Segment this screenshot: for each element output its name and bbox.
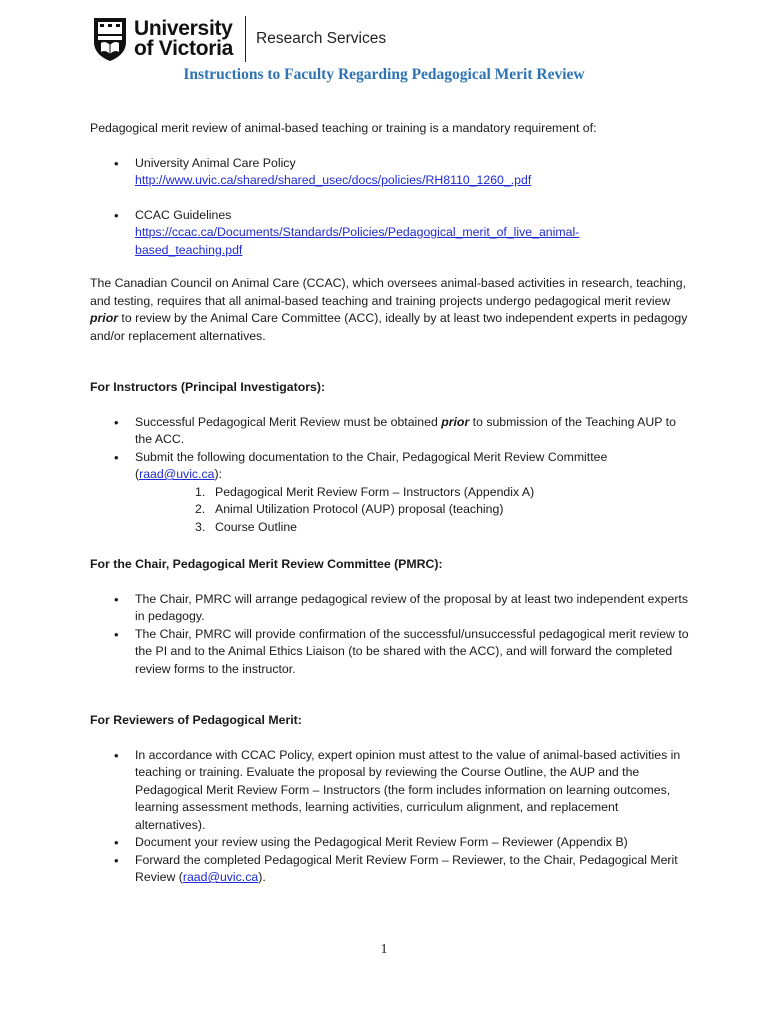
list-item xyxy=(90,207,690,260)
list-item: • In accordance with CCAC Policy, expert opinion must attest to the value of animal-based activities in teaching or training. Evaluate the proposal by reviewing the Course Outline, the AUP and the Pedagogical Merit Review Form – Instructors (the form includes information on learning outcomes, learning assessment methods, learning activities, curriculum alignment, and replacement alternatives). xyxy=(90,747,690,835)
list-item: 2. Animal Utilization Protocol (AUP) proposal (teaching) xyxy=(195,502,504,516)
list-item: 3. Course Outline xyxy=(195,519,298,534)
reviewers-list xyxy=(90,747,690,887)
policy-link[interactable]: http://www.uvic.ca/shared/shared_usec/docs/policies/RH8110_1260_.pdf xyxy=(135,173,532,187)
email-link[interactable]: raad@uvic.ca xyxy=(182,870,259,884)
list-item: • Submit the following documentation to the Chair, Pedagogical Merit Review Committee (raad@uvic.ca): 1. Pedagogical Merit Review Form – Instructors (Appendix A) 2. Animal Utilization Protocol (AUP) proposal (teaching) 3. Course Outline xyxy=(90,449,690,537)
university-line1: University xyxy=(134,17,233,40)
ccac-paragraph: The Canadian Council on Animal Care (CCAC), which oversees animal-based activities in research, teaching, and testing, requires that all animal-based teaching and training projects undergo pedagogical merit review prior to review by the Animal Care Committee (ACC), ideally by at least two independent experts in pedagogy and/or replacement alternatives. xyxy=(90,276,688,343)
requirement-name: • University Animal Care Policy xyxy=(135,155,296,170)
header-divider xyxy=(245,16,246,62)
list-item: • The Chair, PMRC will arrange pedagogical review of the proposal by at least two independent experts in pedagogy. xyxy=(90,591,690,626)
department-name: Research Services xyxy=(256,30,387,47)
reviewers-heading: For Reviewers of Pedagogical Merit: xyxy=(90,713,302,727)
instructors-heading: For Instructors (Principal Investigators): xyxy=(90,380,326,394)
university-line2: of Victoria xyxy=(134,37,234,60)
instructors-list xyxy=(90,414,690,537)
letterhead xyxy=(92,14,386,64)
chair-heading: For the Chair, Pedagogical Merit Review Committee (PMRC): xyxy=(90,557,443,571)
list-item: • The Chair, PMRC will provide confirmation of the successful/unsuccessful pedagogical merit review to the PI and to the Animal Ethics Liaison (to be shared with the ACC), and will forward the completed review forms to the instructor. xyxy=(90,626,690,679)
list-item: • Forward the completed Pedagogical Merit Review Form – Reviewer, to the Chair, Pedagogical Merit Review (raad@uvic.ca). xyxy=(90,852,690,887)
document-title: Instructions to Faculty Regarding Pedagogical Merit Review xyxy=(183,66,585,83)
ccac-guidelines-link[interactable]: https://ccac.ca/Documents/Standards/Policies/Pedagogical_merit_of_live_animal- based_teaching.pdf xyxy=(135,225,580,257)
page-number: 1 xyxy=(380,942,388,957)
list-item: 1. Pedagogical Merit Review Form – Instructors (Appendix A) xyxy=(195,484,535,499)
list-item: • Document your review using the Pedagogical Merit Review Form – Reviewer (Appendix B) xyxy=(90,834,690,852)
intro-paragraph: Pedagogical merit review of animal-based teaching or training is a mandatory requirement of: xyxy=(90,121,597,135)
document-body xyxy=(90,120,690,887)
email-link[interactable]: raad@uvic.ca xyxy=(139,467,215,481)
university-crest-icon xyxy=(92,16,128,62)
requirements-list xyxy=(90,155,690,260)
list-item: • Successful Pedagogical Merit Review must be obtained prior to submission of the Teaching AUP to the ACC. xyxy=(90,414,690,449)
chair-list xyxy=(90,591,690,679)
university-wordmark xyxy=(134,19,233,59)
list-item xyxy=(90,155,690,190)
requirement-name: • CCAC Guidelines xyxy=(135,207,232,222)
documents-list xyxy=(135,484,690,537)
